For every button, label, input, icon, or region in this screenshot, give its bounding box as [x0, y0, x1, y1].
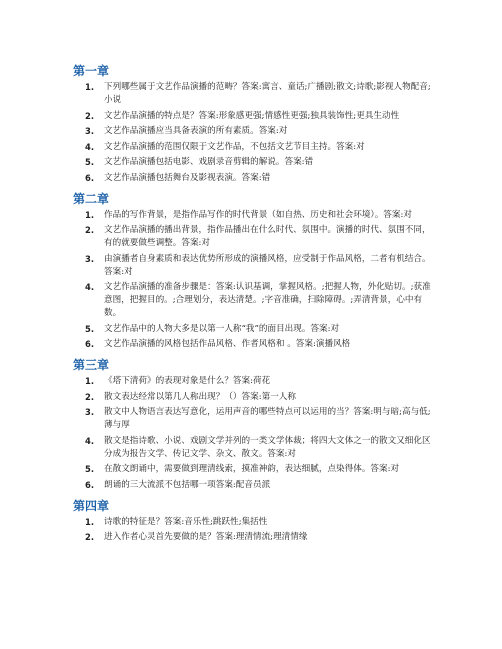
list-item [0, 323, 502, 336]
question-list [0, 81, 502, 185]
list-item [0, 375, 502, 388]
list-item [0, 406, 502, 432]
chapter-4 [0, 499, 502, 545]
chapter-2 [0, 192, 502, 352]
item-text: 诗歌的特征是？答案:音乐性;跳跃性;集括性 [104, 516, 268, 527]
chapter-title: 第一章 [73, 64, 110, 78]
item-number: 6. [85, 479, 95, 490]
list-item [0, 209, 502, 222]
item-text: 下列哪些属于文艺作品演播的范畴？答案:寓言、童话;广播剧;散文;诗歌;影视人物配音;小说 [104, 82, 431, 105]
item-text: 《塔下清荷》的表现对象是什么？答案:荷花 [104, 376, 271, 386]
item-number: 3. [85, 253, 95, 264]
list-item [0, 141, 502, 154]
item-number: 3. [85, 407, 95, 417]
item-number: 2. [85, 532, 95, 542]
list-item [0, 125, 502, 138]
item-text: 在散文朗诵中，需要做到理清线索，摸准神韵，表达细腻，点染得体。答案:对 [104, 464, 400, 474]
item-number: 4. [85, 282, 95, 292]
chapter-title: 第四章 [73, 498, 110, 513]
list-item [0, 391, 502, 404]
item-number: 5. [85, 323, 95, 334]
list-item [0, 479, 502, 492]
item-text: 文艺作品演播包括舞台及影视表演。答案:错 [104, 172, 271, 183]
item-text: 朗诵的三大流派不包括哪一项答案:配音员派 [104, 479, 271, 490]
chapter-title: 第三章 [73, 358, 110, 372]
item-number: 6. [85, 339, 95, 349]
item-text: 文艺作品演播的风格包括作品风格、作者风格和 。答案:演播风格 [104, 339, 351, 349]
list-item [0, 463, 502, 476]
item-text: 文艺作品中的人物大多是以第一人称“我”的面目出现。答案:对 [104, 323, 340, 334]
question-list [0, 375, 502, 492]
question-list [0, 516, 502, 545]
item-number: 2. [85, 225, 95, 235]
item-text: 作品的写作背景，是指作品写作的时代背景（如自热、历史和社会环境）。答案:对 [104, 209, 412, 220]
item-text: 散文表达经常以第几人称出现？（）答案:第一人称 [104, 391, 296, 402]
item-number: 1. [85, 209, 95, 220]
list-item [0, 281, 502, 320]
question-list [0, 209, 502, 352]
item-text: 文艺作品演播应当具备表演的所有素质。答案:对 [104, 126, 288, 136]
item-number: 4. [85, 141, 95, 152]
item-number: 5. [85, 464, 95, 474]
item-number: 4. [85, 435, 95, 446]
item-text: 散文中人物语言表达写意化，运用声音的哪些特点可以运用的当？答案:明与暗;高与低;薄与厚 [104, 407, 431, 430]
item-text: 文艺作品演播的特点是？答案:形象感更强;情感性更强;独具装饰性;更具生动性 [104, 110, 400, 121]
item-number: 2. [85, 110, 95, 121]
item-number: 1. [85, 516, 95, 527]
list-item [0, 172, 502, 185]
list-item [0, 253, 502, 279]
list-item [0, 81, 502, 107]
item-text: 文艺作品演播包括电影、戏剧录音剪辑的解说。答案:错 [104, 157, 314, 167]
item-number: 1. [85, 82, 95, 92]
item-number: 3. [85, 126, 95, 136]
item-number: 2. [85, 391, 95, 402]
item-number: 5. [85, 157, 95, 167]
list-item [0, 531, 502, 544]
item-text: 进入作者心灵首先要做的是？答案:理清情流;理清情缘 [104, 532, 308, 542]
item-number: 6. [85, 172, 95, 183]
item-text: 文艺作品演播的准备步骤是：答案:认识基调，掌握风格。;把握人物，外化贴切。;获准意图，把握目的。;合理划分，表达清楚。;字音准确，扫除障碍。;弄清背景，心中有数。 [104, 282, 431, 318]
list-item [0, 435, 502, 461]
list-item [0, 156, 502, 169]
item-text: 由演播者自身素质和表达优势所形成的演播风格，应受制于作品风格，二者有机结合。答案:对 [104, 253, 431, 277]
item-text: 文艺作品演播的播出背景，指作品播出在什么时代、氛围中。演播的时代、氛围不同，有的就要做些调整。答案:对 [104, 225, 431, 248]
list-item [0, 110, 502, 123]
list-item [0, 516, 502, 529]
list-item [0, 338, 502, 351]
item-text: 散文是指诗歌、小说、戏剧文学并列的一类文学体裁；将四大文体之一的散文又细化区分成为报告文学、传记文学、杂文、散文。答案:对 [104, 435, 431, 459]
chapter-3 [0, 358, 502, 492]
item-text: 文艺作品演播的范围仅限于文艺作品，不包括文艺节目主持。答案:对 [104, 141, 365, 152]
chapter-1 [0, 64, 502, 185]
chapter-title: 第二章 [73, 191, 110, 206]
list-item [0, 224, 502, 250]
item-number: 1. [85, 376, 95, 386]
